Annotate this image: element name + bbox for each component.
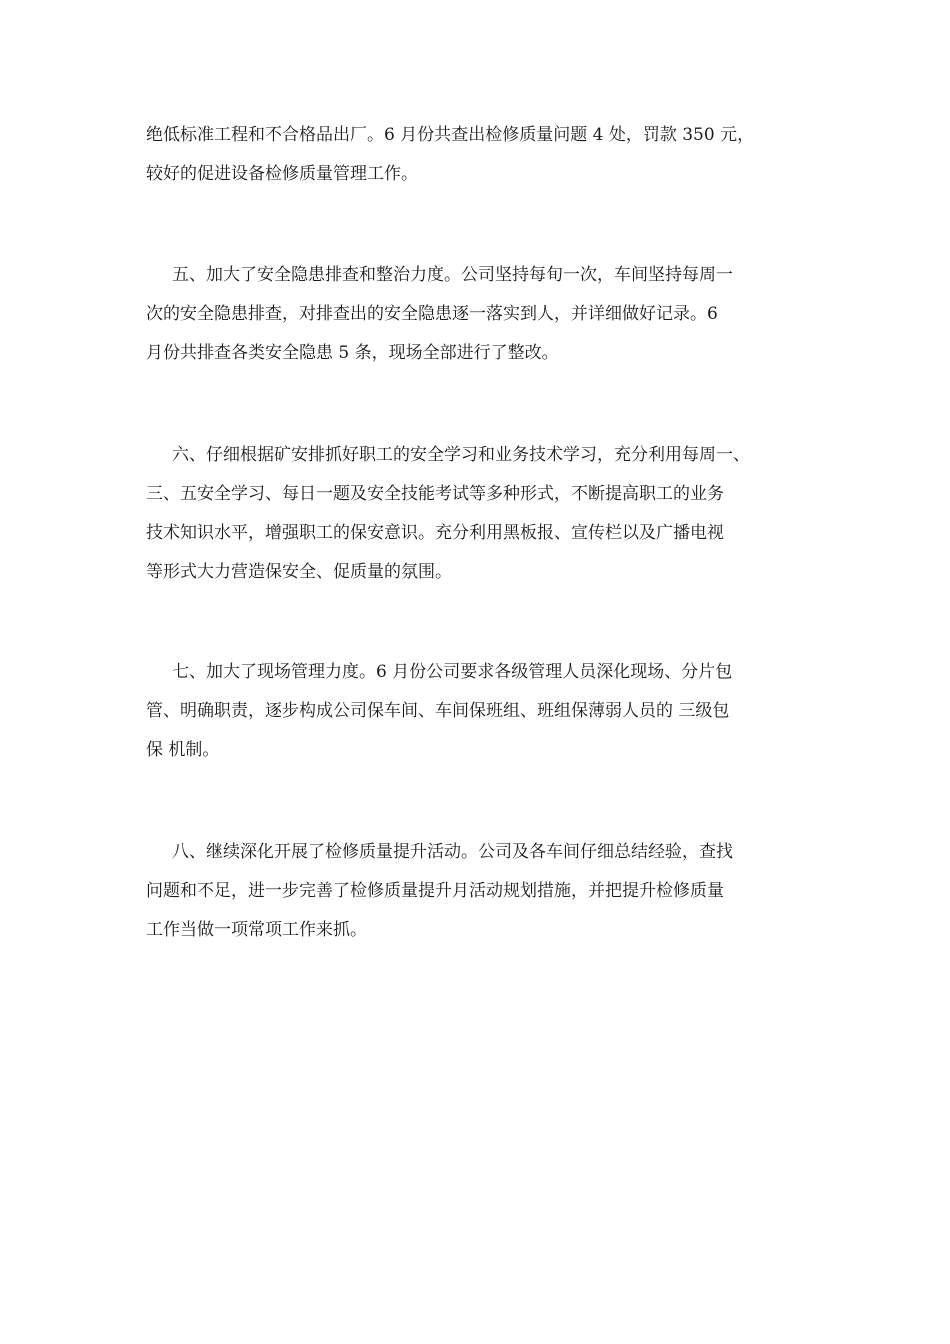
text-line: 绝低标准工程和不合格品出厂。6 月份共查出检修质量问题 4 处，罚款 350 元， bbox=[146, 125, 755, 145]
text-line: 问题和不足，进一步完善了检修质量提升月活动规划措施，并把提升检修质量 bbox=[146, 881, 724, 901]
text-line: 技术知识水平，增强职工的保安意识。充分利用黑板报、宣传栏以及广播电视 bbox=[146, 523, 724, 543]
text-line: 较好的促进设备检修质量管理工作。 bbox=[146, 164, 418, 184]
text-line: 八、继续深化开展了检修质量提升活动。公司及各车间仔细总结经验，查找 bbox=[172, 842, 733, 862]
text-line: 三、五安全学习、每日一题及安全技能考试等多种形式，不断提高职工的业务 bbox=[146, 484, 724, 504]
text-line: 六、仔细根据矿安排抓好职工的安全学习和业务技术学习，充分利用每周一、 bbox=[172, 445, 750, 465]
text-line: 次的安全隐患排查，对排查出的安全隐患逐一落实到人，并详细做好记录。6 bbox=[146, 304, 718, 324]
text-line: 管、明确职责，逐步构成公司保车间、车间保班组、班组保薄弱人员的 三级包 bbox=[146, 701, 730, 721]
text-line: 月份共排查各类安全隐患 5 条，现场全部进行了整改。 bbox=[146, 343, 559, 363]
text-line: 工作当做一项常项工作来抓。 bbox=[146, 920, 367, 940]
text-line: 七、加大了现场管理力度。6 月份公司要求各级管理人员深化现场、分片包 bbox=[172, 662, 733, 682]
text-line: 等形式大力营造保安全、促质量的氛围。 bbox=[146, 562, 452, 582]
text-line: 保 机制。 bbox=[146, 740, 220, 760]
text-line: 五、加大了安全隐患排查和整治力度。公司坚持每旬一次，车间坚持每周一 bbox=[172, 265, 733, 285]
